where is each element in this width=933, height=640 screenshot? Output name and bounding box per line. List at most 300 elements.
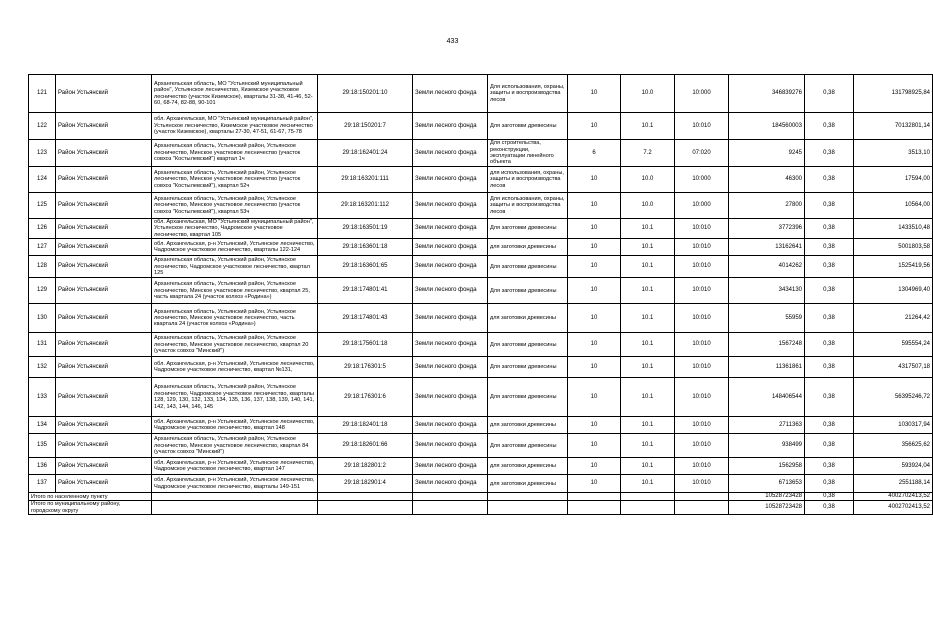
cadastral-value-cell-text: 131798925,84: [891, 90, 930, 96]
permitted-use-cell: [488, 113, 568, 140]
table-body: [29, 75, 933, 515]
use-code-cell: [675, 193, 729, 219]
table-row: [29, 304, 933, 333]
code-subgroup-cell-text: 10.1: [641, 341, 654, 348]
use-code-cell-text: 10:010: [692, 314, 711, 321]
empty-cell: [413, 501, 488, 515]
district-cell: [56, 475, 152, 493]
totals-label: Итого по населенному пункту: [29, 493, 152, 501]
specific-value-cell: [805, 140, 854, 167]
use-code-cell-text: 10:010: [692, 421, 711, 428]
land-category-cell: [413, 113, 488, 140]
specific-value-cell: [805, 256, 854, 278]
empty-cell: [318, 493, 413, 501]
district-cell: [56, 140, 152, 167]
row-number-text: 130: [36, 314, 47, 321]
district-cell: [56, 304, 152, 333]
address-cell: [152, 239, 318, 256]
cadastral-value-cell-text: 595554,24: [901, 341, 930, 348]
empty-cell: [675, 493, 729, 501]
district-cell-text: Район Устьянский: [58, 149, 108, 156]
permitted-use-cell-text: для заготовки древесины: [490, 315, 556, 322]
address-cell: [152, 475, 318, 493]
code-group-cell-text: 10: [590, 202, 598, 208]
cadastral-number-cell: [318, 278, 413, 304]
code-group-cell-text: 10: [590, 442, 598, 449]
row-number-text: 128: [36, 263, 47, 270]
code-group-cell: [568, 75, 621, 113]
cadastral-value-cell: [854, 75, 933, 113]
code-group-cell: [568, 475, 621, 493]
code-subgroup-cell-text: 7.2: [643, 149, 652, 156]
use-code-cell: [675, 417, 729, 434]
district-cell-text: Район Устьянский: [58, 480, 108, 487]
code-group-cell: [568, 357, 621, 378]
row-number: [29, 475, 56, 493]
code-subgroup-cell-text: 10.1: [641, 287, 654, 294]
specific-value-cell: [805, 475, 854, 493]
land-category-cell-text: Земли лесного фонда: [415, 287, 477, 294]
district-cell-text: Район Устьянский: [58, 90, 108, 96]
cadastral-number-cell: [318, 140, 413, 167]
area-cell-text: 46300: [785, 176, 802, 182]
land-category-cell: [413, 333, 488, 357]
totals-value: 4002702413,52: [854, 493, 933, 501]
district-cell-text: Район Устьянский: [58, 314, 108, 321]
cadastral-value-cell: [854, 333, 933, 357]
district-cell-text: Район Устьянский: [58, 122, 108, 129]
specific-value-cell-text: 0,38: [823, 122, 835, 129]
district-cell: [56, 333, 152, 357]
specific-value-cell: [805, 333, 854, 357]
specific-value-cell-text: 0,38: [823, 393, 835, 400]
row-number: [29, 239, 56, 256]
empty-cell: [675, 501, 729, 515]
use-code-cell: [675, 113, 729, 140]
empty-cell: [568, 493, 621, 501]
code-group-cell: [568, 219, 621, 239]
row-number-text: 132: [36, 363, 47, 370]
code-group-cell-text: 10: [590, 225, 598, 232]
area-cell: [729, 239, 805, 256]
row-number-text: 137: [36, 480, 47, 487]
address-cell: [152, 458, 318, 475]
district-cell-text: Район Устьянский: [58, 202, 108, 208]
code-subgroup-cell: [621, 378, 675, 417]
permitted-use-cell-text: для заготовки древесины: [490, 463, 556, 470]
use-code-cell: [675, 357, 729, 378]
land-category-cell: [413, 434, 488, 458]
specific-value-cell: [805, 434, 854, 458]
land-category-cell-text: Земли лесного фонда: [415, 122, 477, 129]
address-cell-text: обл. Архангельская, МО "Устьянский муниципальный район", Устьянское лесничество, Чадромское участковое лесничество, квартал 105: [154, 219, 314, 238]
specific-value-cell: [805, 278, 854, 304]
cadastral-number-cell: [318, 219, 413, 239]
row-number-text: 133: [36, 393, 47, 400]
code-group-cell-text: 10: [590, 480, 598, 487]
cadastral-value-cell: [854, 167, 933, 193]
code-subgroup-cell: [621, 140, 675, 167]
code-subgroup-cell: [621, 193, 675, 219]
district-cell-text: Район Устьянский: [58, 462, 108, 469]
cadastral-number-cell-text: 29:18:182401:18: [342, 421, 388, 428]
permitted-use-cell-text: Для заготовки древесины: [490, 122, 557, 129]
cadastral-value-cell: [854, 278, 933, 304]
cadastral-value-cell-text: 356625,62: [901, 442, 930, 449]
permitted-use-cell-text: Для использования, охраны, защиты и воспроизводства лесов: [490, 195, 565, 215]
code-group-cell: [568, 333, 621, 357]
empty-cell: [568, 501, 621, 515]
use-code-cell: [675, 140, 729, 167]
use-code-cell-text: 10:010: [692, 243, 711, 250]
land-category-cell-text: Земли лесного фонда: [415, 314, 477, 321]
row-number-text: 125: [36, 202, 47, 208]
table-row: [29, 140, 933, 167]
cadastral-number-cell-text: 29:18:182601:66: [342, 442, 388, 449]
permitted-use-cell-text: Для заготовки древесины: [490, 394, 557, 401]
code-subgroup-cell-text: 10.1: [641, 393, 654, 400]
row-number-text: 127: [36, 243, 47, 250]
area-cell: [729, 304, 805, 333]
empty-cell: [318, 501, 413, 515]
totals-label: Итого по муниципальному району, городскому округу: [29, 501, 152, 515]
code-group-cell: [568, 256, 621, 278]
totals-rate: 0,38: [805, 493, 854, 501]
code-group-cell-text: 10: [590, 341, 598, 348]
code-subgroup-cell: [621, 304, 675, 333]
row-number: [29, 193, 56, 219]
cadastral-value-cell: [854, 256, 933, 278]
code-subgroup-cell: [621, 219, 675, 239]
specific-value-cell-text: 0,38: [823, 442, 835, 449]
district-cell-text: Район Устьянский: [58, 363, 108, 370]
land-category-cell: [413, 357, 488, 378]
area-cell: [729, 167, 805, 193]
table-row: [29, 167, 933, 193]
permitted-use-cell-text: Для заготовки древесины: [490, 287, 557, 294]
cadastral-number-cell: [318, 193, 413, 219]
use-code-cell-text: 10:000: [692, 90, 711, 96]
row-number: [29, 75, 56, 113]
use-code-cell-text: 10:010: [692, 442, 711, 449]
code-subgroup-cell-text: 10.0: [641, 176, 654, 182]
use-code-cell: [675, 278, 729, 304]
code-subgroup-cell-text: 10.1: [641, 122, 654, 129]
code-subgroup-cell: [621, 357, 675, 378]
cadastral-value-cell-text: 3513,10: [908, 149, 930, 156]
code-subgroup-cell-text: 10.1: [641, 462, 654, 469]
land-category-cell-text: Земли лесного фонда: [415, 462, 477, 469]
code-subgroup-cell-text: 10.1: [641, 442, 654, 449]
area-cell-text: 3434130: [778, 287, 802, 294]
cadastral-number-cell: [318, 304, 413, 333]
cadastral-value-cell-text: 4317507,18: [898, 363, 930, 370]
cadastral-value-cell: [854, 475, 933, 493]
cadastral-value-cell-text: 70132801,14: [894, 122, 930, 129]
permitted-use-cell: [488, 434, 568, 458]
area-cell-text: 938499: [781, 442, 802, 449]
area-cell-text: 55959: [785, 314, 802, 321]
cadastral-number-cell: [318, 167, 413, 193]
cadastral-number-cell-text: 29:18:150201:7: [344, 122, 386, 129]
land-category-cell-text: Земли лесного фонда: [415, 176, 477, 182]
address-cell: [152, 278, 318, 304]
address-cell-text: Архангельская область, Устьянский район, Устьянское лесничество, Чадромское участковое лесничество, кварталы 128, 129, 130, 132, 133, 134, 135, 136, 137, 138, 139, 140, 141, 142, 143, 144, 146, 145: [154, 384, 315, 410]
cadastral-number-cell-text: 29:18:174801:41: [342, 287, 388, 294]
use-code-cell: [675, 239, 729, 256]
permitted-use-cell-text: Для заготовки древесины: [490, 442, 557, 449]
land-category-cell: [413, 278, 488, 304]
cadastral-number-cell-text: 29:18:182801:2: [344, 462, 386, 469]
row-number: [29, 219, 56, 239]
district-cell: [56, 458, 152, 475]
address-cell-text: Архангельская область, Устьянский район, Устьянское лесничество, Минское участковое лесничество (участок совхоз "Костылевский") квартал 1ч: [154, 143, 301, 163]
cadastral-value-cell-text: 56395246,72: [894, 393, 930, 400]
code-group-cell: [568, 458, 621, 475]
use-code-cell: [675, 378, 729, 417]
cadastral-number-cell-text: 29:18:176301:6: [344, 393, 386, 400]
cadastral-number-cell: [318, 75, 413, 113]
row-number: [29, 256, 56, 278]
district-cell: [56, 256, 152, 278]
use-code-cell-text: 10:000: [692, 176, 711, 182]
address-cell: [152, 333, 318, 357]
land-category-cell-text: Земли лесного фонда: [415, 225, 477, 232]
code-group-cell-text: 10: [590, 287, 598, 294]
cadastral-number-cell-text: 29:18:182901:4: [344, 480, 386, 487]
cadastral-number-cell: [318, 434, 413, 458]
address-cell-text: обл. Архангельская, р-н Устьянский, Устьянское лесничество, Чадромское участковое лесничество, кварталы 122-124: [154, 240, 315, 254]
specific-value-cell-text: 0,38: [823, 243, 835, 250]
table-row: [29, 256, 933, 278]
cadastral-value-cell-text: 1304969,40: [898, 287, 930, 294]
address-cell-text: Архангельская область, Устьянский район, Устьянское лесничество, Минское участковое лесничество (участок совхоз "Костылевский"), квартал 52ч: [154, 169, 301, 189]
code-subgroup-cell-text: 10.1: [641, 363, 654, 370]
use-code-cell-text: 10:010: [692, 363, 711, 370]
row-number: [29, 304, 56, 333]
address-cell-text: Архангельская область, Устьянский район, Устьянское лесничество, Минское участковое лесничество, квартал 84 (участок совхоз "Минский"): [154, 436, 309, 455]
cadastral-number-cell: [318, 357, 413, 378]
use-code-cell-text: 10:010: [692, 480, 711, 487]
table-row: [29, 113, 933, 140]
table-row: [29, 378, 933, 417]
address-cell: [152, 140, 318, 167]
specific-value-cell-text: 0,38: [823, 421, 835, 428]
district-cell: [56, 357, 152, 378]
specific-value-cell-text: 0,38: [823, 263, 835, 270]
cadastral-value-cell-text: 1433510,48: [898, 225, 930, 232]
specific-value-cell: [805, 357, 854, 378]
code-subgroup-cell: [621, 333, 675, 357]
code-subgroup-cell: [621, 458, 675, 475]
permitted-use-cell-text: Для строительства, реконструкции, эксплуатации линейного объекта: [490, 140, 554, 166]
empty-cell: [488, 493, 568, 501]
table-row: [29, 333, 933, 357]
land-category-cell: [413, 458, 488, 475]
permitted-use-cell: [488, 167, 568, 193]
code-subgroup-cell: [621, 417, 675, 434]
permitted-use-cell: [488, 140, 568, 167]
cadastral-number-cell-text: 29:18:175601:18: [342, 341, 388, 348]
land-category-cell: [413, 193, 488, 219]
specific-value-cell: [805, 75, 854, 113]
row-number-text: 124: [36, 176, 47, 182]
row-number: [29, 167, 56, 193]
area-cell-text: 3772396: [778, 225, 802, 232]
land-category-cell-text: Земли лесного фонда: [415, 421, 477, 428]
cadastral-number-cell-text: 29:18:150201:10: [342, 90, 388, 96]
use-code-cell: [675, 256, 729, 278]
address-cell: [152, 378, 318, 417]
district-cell: [56, 434, 152, 458]
code-group-cell: [568, 378, 621, 417]
specific-value-cell-text: 0,38: [823, 363, 835, 370]
cadastral-number-cell: [318, 239, 413, 256]
cadastral-value-cell: [854, 434, 933, 458]
land-category-cell-text: Земли лесного фонда: [415, 149, 477, 156]
permitted-use-cell-text: Для заготовки древесины: [490, 263, 557, 270]
address-cell: [152, 193, 318, 219]
land-category-cell: [413, 417, 488, 434]
use-code-cell: [675, 304, 729, 333]
land-category-cell: [413, 140, 488, 167]
district-cell-text: Район Устьянский: [58, 225, 108, 232]
cadastral-number-cell: [318, 378, 413, 417]
cadastral-value-cell: [854, 239, 933, 256]
permitted-use-cell: [488, 333, 568, 357]
permitted-use-cell: [488, 417, 568, 434]
code-subgroup-cell: [621, 113, 675, 140]
address-cell: [152, 167, 318, 193]
land-category-cell-text: Земли лесного фонда: [415, 90, 477, 96]
cadastral-value-cell: [854, 113, 933, 140]
land-category-cell-text: Земли лесного фонда: [415, 363, 477, 370]
table-row: [29, 278, 933, 304]
cadastral-value-cell-text: 21264,42: [904, 314, 930, 321]
specific-value-cell-text: 0,38: [823, 462, 835, 469]
code-group-cell: [568, 140, 621, 167]
specific-value-cell-text: 0,38: [823, 176, 835, 182]
code-subgroup-cell: [621, 475, 675, 493]
area-cell: [729, 378, 805, 417]
totals-row: [29, 501, 933, 515]
table-row: [29, 219, 933, 239]
address-cell-text: Архангельская область, Устьянский район, Устьянское лесничество, Минское участковое лесничество, часть квартала 24 (участок колхоз «Родина»): [154, 308, 296, 328]
specific-value-cell-text: 0,38: [823, 341, 835, 348]
row-number: [29, 417, 56, 434]
district-cell: [56, 219, 152, 239]
cadastral-value-cell-text: 1030317,94: [898, 421, 930, 428]
land-category-cell: [413, 475, 488, 493]
table-row: [29, 417, 933, 434]
specific-value-cell-text: 0,38: [823, 202, 835, 208]
row-number: [29, 113, 56, 140]
area-cell-text: 9245: [788, 149, 802, 156]
area-cell-text: 13162641: [775, 243, 802, 250]
permitted-use-cell-text: Для заготовки древесины: [490, 341, 557, 348]
specific-value-cell: [805, 417, 854, 434]
code-group-cell-text: 10: [590, 176, 598, 182]
totals-row: [29, 493, 933, 501]
area-cell-text: 4014262: [778, 263, 802, 270]
district-cell-text: Район Устьянский: [58, 243, 108, 250]
row-number-text: 123: [36, 149, 47, 156]
area-cell: [729, 278, 805, 304]
area-cell-text: 1567248: [778, 341, 802, 348]
land-category-cell-text: Земли лесного фонда: [415, 341, 477, 348]
code-group-cell-text: 10: [590, 462, 598, 469]
permitted-use-cell: [488, 458, 568, 475]
code-subgroup-cell: [621, 239, 675, 256]
specific-value-cell: [805, 304, 854, 333]
use-code-cell-text: 10:010: [692, 122, 711, 129]
table-row: [29, 475, 933, 493]
land-category-cell-text: Земли лесного фонда: [415, 243, 477, 250]
area-cell-text: 184560003: [771, 122, 802, 129]
district-cell-text: Район Устьянский: [58, 421, 108, 428]
area-cell: [729, 434, 805, 458]
code-group-cell: [568, 239, 621, 256]
code-subgroup-cell-text: 10.1: [641, 314, 654, 321]
area-cell: [729, 75, 805, 113]
code-subgroup-cell-text: 10.1: [641, 243, 654, 250]
cadastral-value-cell-text: 17594,00: [904, 176, 930, 182]
cadastral-value-cell: [854, 304, 933, 333]
district-cell: [56, 378, 152, 417]
code-group-cell-text: 10: [590, 314, 598, 321]
code-subgroup-cell-text: 10.1: [641, 263, 654, 270]
cadastral-value-cell-text: 2551188,14: [898, 480, 930, 487]
use-code-cell: [675, 167, 729, 193]
address-cell: [152, 113, 318, 140]
land-category-cell: [413, 219, 488, 239]
code-group-cell-text: 10: [590, 363, 598, 370]
cadastral-value-cell-text: 1525419,56: [898, 263, 930, 270]
table-row: [29, 193, 933, 219]
land-category-cell: [413, 239, 488, 256]
land-category-cell: [413, 378, 488, 417]
permitted-use-cell-text: для заготовки древесины: [490, 422, 556, 429]
land-category-cell-text: Земли лесного фонда: [415, 263, 477, 270]
empty-cell: [488, 501, 568, 515]
use-code-cell-text: 10:010: [692, 341, 711, 348]
permitted-use-cell: [488, 219, 568, 239]
use-code-cell-text: 10:010: [692, 287, 711, 294]
page-number: 433: [446, 38, 459, 45]
permitted-use-cell-text: Для заготовки древесины: [490, 364, 557, 371]
area-cell: [729, 417, 805, 434]
row-number-text: 126: [36, 225, 47, 232]
code-group-cell: [568, 304, 621, 333]
district-cell-text: Район Устьянский: [58, 176, 108, 182]
cadastral-value-cell: [854, 357, 933, 378]
code-subgroup-cell: [621, 75, 675, 113]
use-code-cell: [675, 458, 729, 475]
area-cell: [729, 140, 805, 167]
cadastral-number-cell: [318, 113, 413, 140]
cadastral-value-cell: [854, 140, 933, 167]
row-number: [29, 458, 56, 475]
district-cell: [56, 75, 152, 113]
cadastral-number-cell: [318, 333, 413, 357]
row-number-text: 135: [36, 442, 47, 449]
row-number: [29, 140, 56, 167]
code-subgroup-cell-text: 10.1: [641, 480, 654, 487]
totals-value: 4002702413,52: [854, 501, 933, 515]
totals-area: 10528723428: [729, 501, 805, 515]
land-category-cell-text: Земли лесного фонда: [415, 393, 477, 400]
use-code-cell-text: 10:010: [692, 263, 711, 270]
